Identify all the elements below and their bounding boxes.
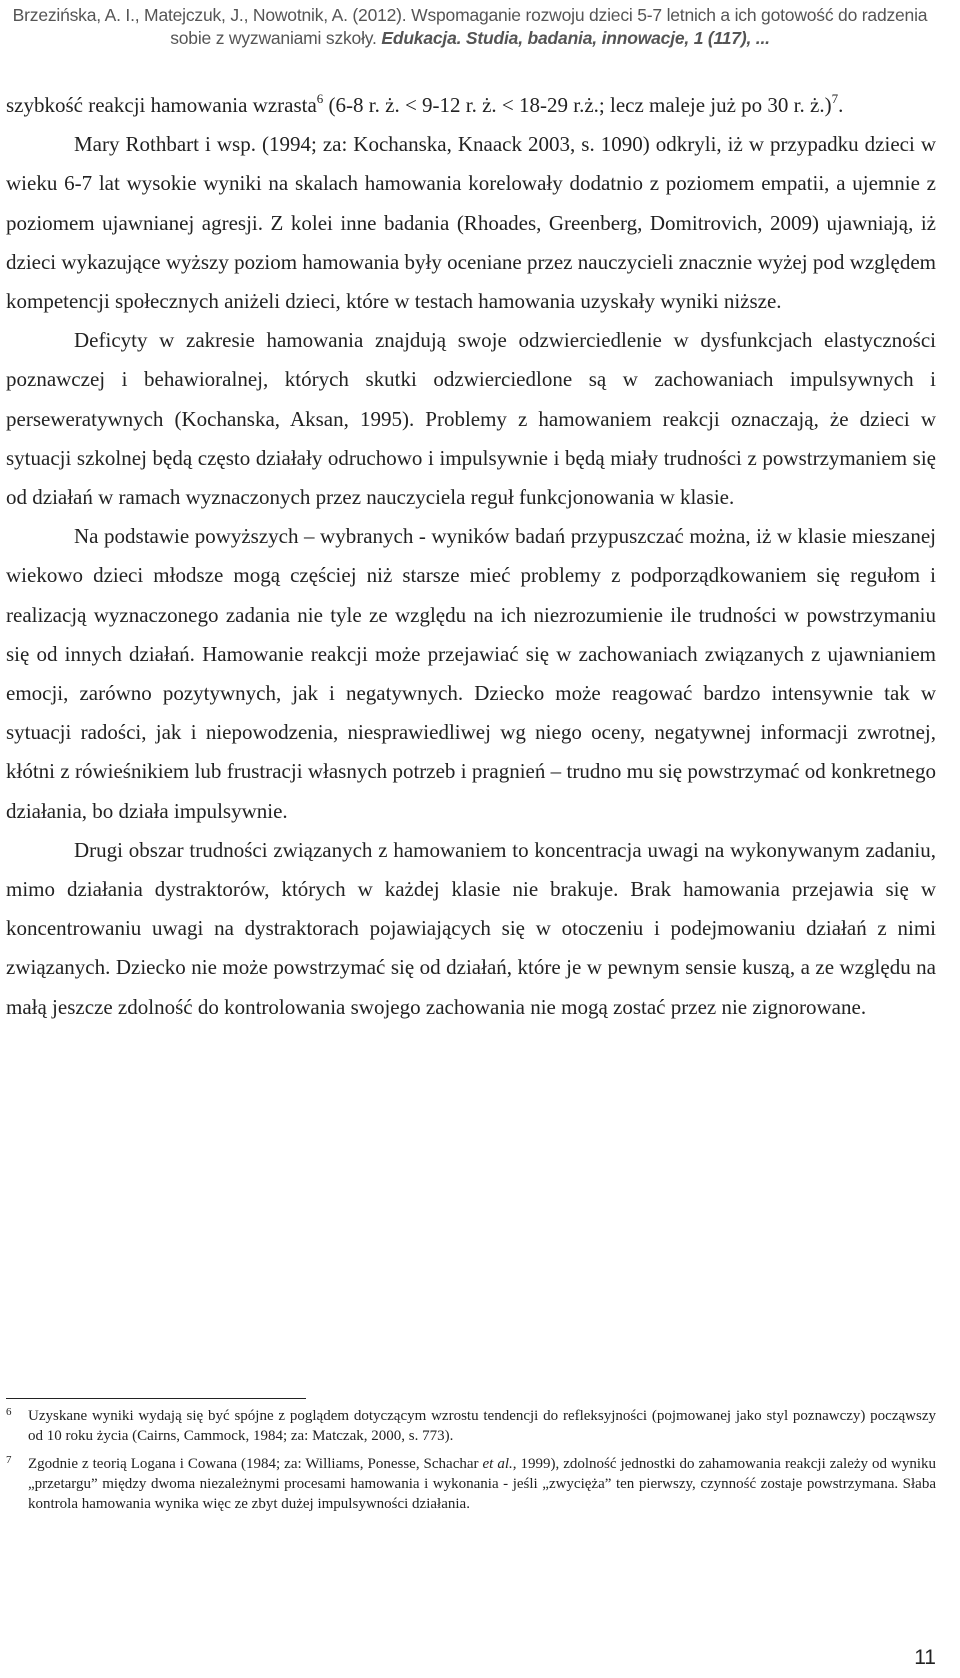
footnote-ref-6[interactable]: 6 <box>316 91 324 106</box>
main-text <box>6 86 936 1027</box>
footnote-divider <box>6 1398 306 1399</box>
paragraph-1-text-c: . <box>838 93 844 117</box>
paragraph-1 <box>6 86 936 125</box>
paragraph-2: Mary Rothbart i wsp. (1994; za: Kochanska, Knaack 2003, s. 1090) odkryli, iż w przypadku dzieci w wieku 6-7 lat wysokie wyniki na skalach hamowania korelowały dodatnio z poziomem empatii, a ujemnie z poziomem ujawnianej agresji. Z kolei inne badania (Rhoades, Greenberg, Domitrovich, 2009) ujawniają, iż dzieci wykazujące wyższy poziom hamowania były oceniane przez nauczycieli znacznie wyżej pod względem kompetencji społecznych aniżeli dzieci, które w testach hamowania uzyskały wyniki niższe. <box>6 132 936 314</box>
footnote-text: Uzyskane wyniki wydają się być spójne z poglądem dotyczącym wzrostu tendencji do refleksyjności (pojmowanej jako styl poznawczy) począwszy od 10 roku życia (Cairns, Cammock, 1984; za: Matczak, 2000, s. 773). <box>28 1408 936 1444</box>
footnote-text-a: Zgodnie z teorią Logana i Cowana (1984; za: Williams, Ponesse, Schachar <box>28 1456 483 1472</box>
header-citation-plain: sobie z wyzwaniami szkoły. <box>170 28 382 48</box>
footnote-6 <box>6 1406 936 1446</box>
footnotes <box>6 1406 936 1522</box>
footnote-text <box>28 1454 936 1514</box>
footnote-number: 6 <box>6 1406 12 1418</box>
paragraph-1-text-b: (6-8 r. ż. < 9-12 r. ż. < 18-29 r.ż.; lecz maleje już po 30 r. ż.) <box>323 93 832 117</box>
paragraph-5: Drugi obszar trudności związanych z hamowaniem to koncentracja uwagi na wykonywanym zadaniu, mimo działania dystraktorów, których w każdej klasie nie brakuje. Brak hamowania przejawia się w koncentrowaniu uwagi na dystraktorach pojawiających się w otoczeniu i podejmowaniu działań z nimi związanych. Dziecko nie może powstrzymać się od działań, które je w pewnym sensie kuszą, a ze względu na małą jeszcze zdolność do kontrolowania swojego zachowania nie mogą zostać przez nie zignorowane. <box>6 837 936 1019</box>
header-citation-line-1: Brzezińska, A. I., Matejczuk, J., Nowotnik, A. (2012). Wspomaganie rozwoju dzieci 5-7 letnich a ich gotowość do radzenia <box>12 5 928 25</box>
footnote-text-b: , 1999), zdolność jednostki do zahamowania reakcji zależy od wyniku „przetargu” między dwoma niezależnymi procesami hamowania i wykonania - jeśli „zwycięża” ten pierwszy, czynność zostaje powstrzymana. Słaba kontrola hamowania wynika więc ze zbyt dużej impulsywności działania. <box>28 1456 937 1512</box>
page-number: 11 <box>914 1646 936 1669</box>
paragraph-4: Na podstawie powyższych – wybranych - wyników badań przypuszczać można, iż w klasie mieszanej wiekowo dzieci młodsze mogą częściej niż starsze mieć problemy z podporządkowaniem się regułom i realizacją wyznaczonego zadania nie tyle ze względu na ich niezrozumienie ile trudności w powstrzymaniu się od innych działań. Hamowanie reakcji może przejawiać się w zachowaniach związanych z ujawnianiem emocji, zarówno pozytywnych, jak i negatywnych. Dziecko może reagować bardzo intensywnie tak w sytuacji radości, jak i niepowodzenia, niesprawiedliwej wg niego oceny, negatywnej informacji zwrotnej, kłótni z rówieśnikiem lub frustracji własnych potrzeb i pragnień – trudno mu się powstrzymać od konkretnego działania, bo działa impulsywnie. <box>6 524 936 823</box>
footnote-text-italic: et al. <box>482 1456 513 1472</box>
running-header <box>0 4 940 50</box>
header-journal-title: Edukacja. Studia, badania, innowacje, 1 (117), ... <box>381 28 770 48</box>
footnote-ref-7[interactable]: 7 <box>831 91 839 106</box>
paragraph-1-text-a: szybkość reakcji hamowania wzrasta <box>6 93 317 117</box>
footnote-number: 7 <box>6 1454 12 1466</box>
footnote-7 <box>6 1454 936 1514</box>
header-citation-line-2 <box>0 27 940 50</box>
paragraph-3: Deficyty w zakresie hamowania znajdują swoje odzwierciedlenie w dysfunkcjach elastyczności poznawczej i behawioralnej, których skutki odzwierciedlone są w zachowaniach impulsywnych i perseweratywnych (Kochanska, Aksan, 1995). Problemy z hamowaniem reakcji oznaczają, że dzieci w sytuacji szkolnej będą często działały odruchowo i impulsywnie i będą miały trudności z powstrzymaniem się od działań w ramach wyznaczonych przez nauczyciela reguł funkcjonowania w klasie. <box>6 328 936 510</box>
